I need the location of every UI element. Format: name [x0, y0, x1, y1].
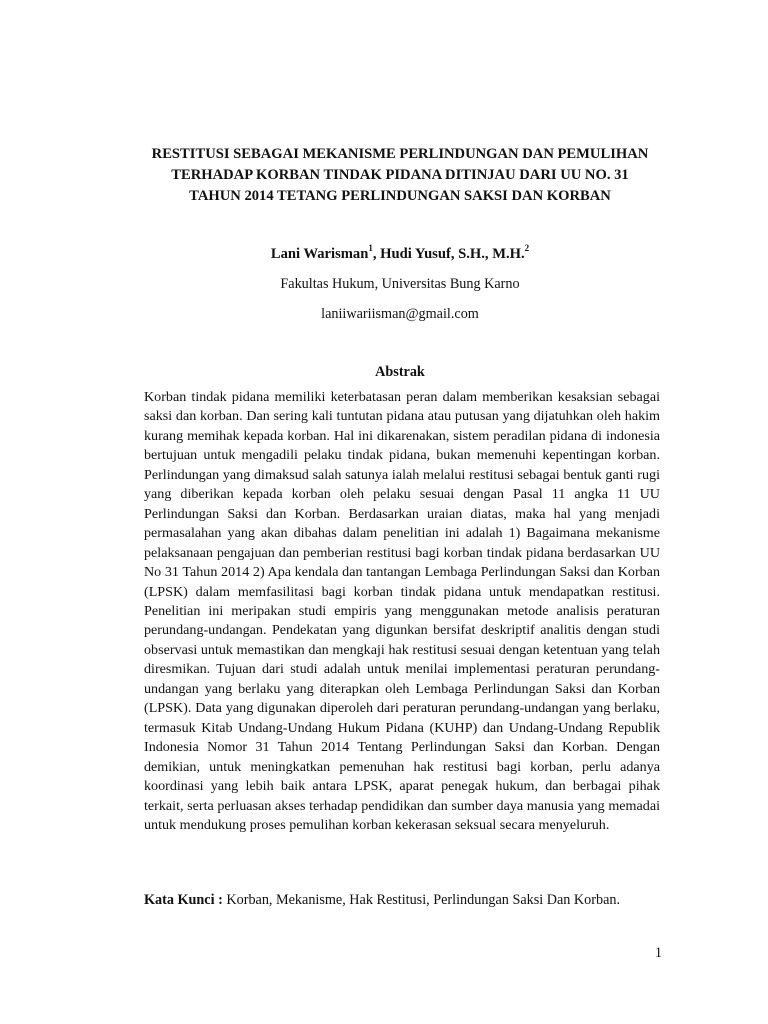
author-2-affiliation-mark: 2 — [524, 243, 530, 254]
author-email: laniiwariisman@gmail.com — [321, 306, 479, 322]
abstract-heading: Abstrak — [375, 364, 425, 380]
paper-title — [120, 144, 680, 207]
keywords-line — [144, 890, 664, 910]
title-line-1: RESTITUSI SEBAGAI MEKANISME PERLINDUNGAN DAN PEMULIHAN — [151, 146, 649, 162]
author-line — [120, 244, 680, 264]
page-number: 1 — [654, 945, 662, 961]
author-affiliation: Fakultas Hukum, Universitas Bung Karno — [280, 276, 520, 292]
abstract-body: Korban tindak pidana memiliki keterbatasan peran dalam memberikan kesaksian sebagai saksi dan korban. Dan sering kali tuntutan pidana atau putusan yang dijatuhkan oleh hakim kurang memihak kepada korban. Hal ini dikarenakan, sistem peradilan pidana di indonesia bertujuan untuk mengadili pelaku tindak pidana, bukan memenuhi kepentingan korban. Perlindungan yang dimaksud salah satunya ialah melalui restitusi sebagai bentuk ganti rugi yang diberikan kepada korban oleh pelaku sesuai dengan Pasal 11 angka 11 UU Perlindungan Saksi dan Korban. Berdasarkan uraian diatas, maka hal yang menjadi permasalahan yang akan dibahas dalam penelitian ini adalah 1) Bagaimana mekanisme pelaksanaan pengajuan dan pemberian restitusi bagi korban tindak pidana berdasarkan UU No 31 Tahun 2014 2) Apa kendala dan tantangan Lembaga Perlindungan Saksi dan Korban (LPSK) dalam memfasilitasi bagi korban tindak pidana untuk mendapatkan restitusi. Penelitian ini meripakan studi empiris yang menggunakan metode analisis peraturan perundang-undangan. Pendekatan yang digunkan bersifat deskriptif analitis dengan studi observasi untuk memastikan dan mengkaji hak restitusi sesuai dengan ketentuan yang telah diresmikan. Tujuan dari studi adalah untuk menilai implementasi peraturan perundang-undangan yang berlaku yang diterapkan oleh Lembaga Perlindungan Saksi dan Korban (LPSK). Data yang digunakan diperoleh dari peraturan perundang-undangan yang berlaku, termasuk Kitab Undang-Undang Hukum Pidana (KUHP) dan Undang-Undang Republik Indonesia Nomor 31 Tahun 2014 Tentang Perlindungan Saksi dan Korban. Dengan demikian, untuk meningkatkan pemenuhan hak restitusi bagi korban, perlu adanya koordinasi yang lebih baik antara LPSK, aparat penegak hukum, dan berbagai pihak terkait, serta perluasan akses terhadap pendidikan dan sumber daya manusia yang memadai untuk mendukung proses pemulihan korban kekerasan seksual secara menyeluruh. — [144, 389, 660, 833]
title-line-2: TERHADAP KORBAN TINDAK PIDANA DITINJAU DARI UU NO. 31 — [171, 167, 629, 183]
author-1-name: Lani Warisman — [270, 246, 369, 262]
author-1-affiliation-mark: 1 — [368, 243, 373, 254]
author-2-name: Hudi Yusuf, S.H., M.H. — [380, 246, 525, 262]
title-line-3: TAHUN 2014 TETANG PERLINDUNGAN SAKSI DAN KORBAN — [189, 188, 611, 204]
keywords-text: Korban, Mekanisme, Hak Restitusi, Perlindungan Saksi Dan Korban. — [222, 892, 621, 908]
keywords-label: Kata Kunci : — [144, 892, 223, 908]
author-separator: , — [372, 246, 381, 262]
